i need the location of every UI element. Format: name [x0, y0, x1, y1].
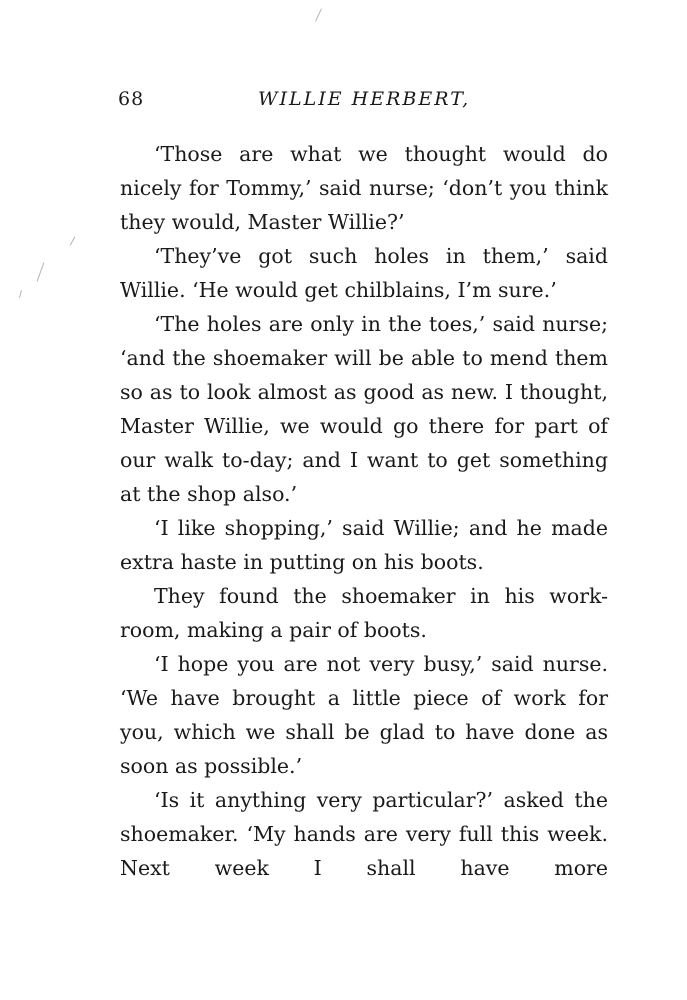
paragraph: They found the shoemaker in his work-room, making a pair of boots. — [120, 584, 608, 642]
paragraph: ‘Is it anything very particular?’ asked the shoemaker. ‘My hands are very full this week. Next week I shall have more — [120, 788, 608, 880]
paragraph: ‘I like shopping,’ said Willie; and he made extra haste in putting on his boots. — [120, 516, 608, 574]
paragraph: ‘Those are what we thought would do nicely for Tommy,’ said nurse; ‘don’t you think they would, Master Willie?’ — [120, 142, 608, 234]
paper-speck — [315, 8, 322, 21]
paragraph: ‘I hope you are not very busy,’ said nurse. ‘We have brought a little piece of work for you, which we shall be glad to have done as soon as possible.’ — [120, 652, 608, 778]
paper-speck — [70, 236, 76, 245]
paragraph: ‘They’ve got such holes in them,’ said Willie. ‘He would get chilblains, I’m sure.’ — [120, 244, 608, 302]
running-title: WILLIE HERBERT, — [258, 88, 471, 110]
body-text — [120, 137, 608, 885]
paper-speck — [19, 290, 22, 298]
paragraph: ‘The holes are only in the toes,’ said nurse; ‘and the shoemaker will be able to mend them so as to look almost as good as new. I thought, Master Willie, we would go there for part of our walk to-day; and I want to get something at the shop also.’ — [120, 312, 608, 506]
paper-speck — [37, 262, 45, 281]
page-number: 68 — [118, 88, 145, 110]
running-head — [118, 88, 608, 118]
